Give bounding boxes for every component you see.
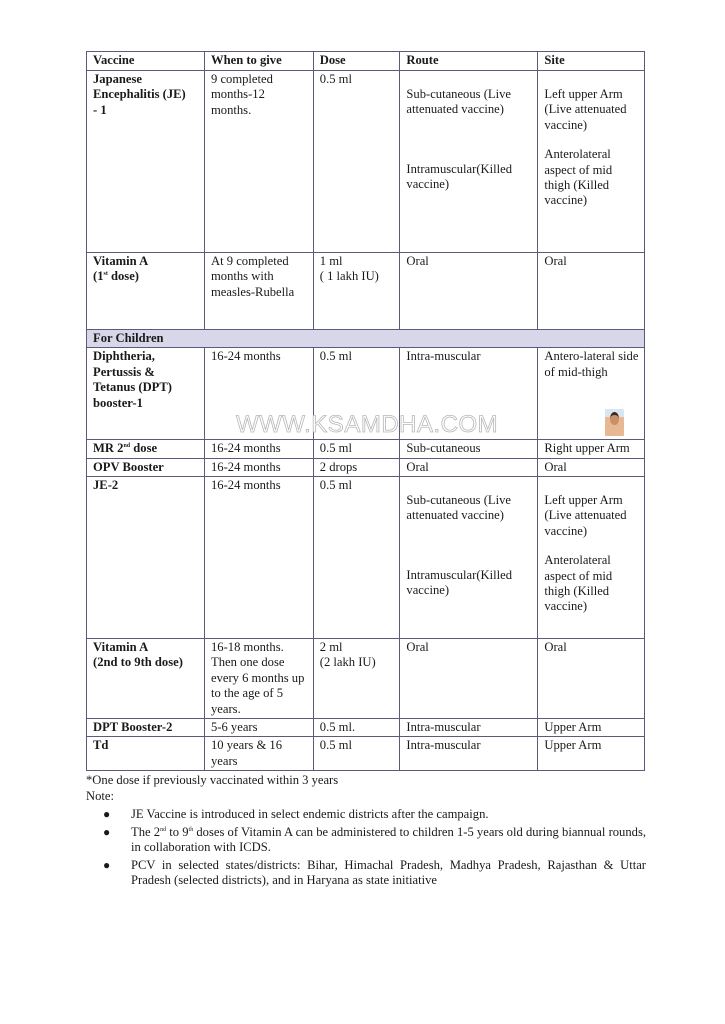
vaccine-cell: DPT Booster-2 — [87, 718, 205, 736]
note-text: to 9 — [166, 824, 189, 839]
site-cell — [538, 476, 645, 638]
superscript: nd — [123, 442, 131, 449]
dose-line: 2 ml — [319, 639, 343, 654]
table-row — [87, 348, 645, 440]
route-cell — [400, 71, 538, 253]
when-cell: 16-24 months — [205, 476, 314, 638]
when-cell: 9 completed months-12 months. — [205, 71, 314, 253]
dose-cell — [313, 253, 400, 330]
vaccine-name-line: Encephalitis (JE) — [93, 87, 186, 102]
table-header-row — [87, 52, 645, 71]
dose-cell — [313, 638, 400, 718]
table-row — [87, 458, 645, 476]
vaccine-cell: OPV Booster — [87, 458, 205, 476]
note-item — [103, 807, 646, 823]
table-row — [87, 718, 645, 736]
vaccine-name-part: MR 2 — [93, 441, 124, 456]
when-cell: 5-6 years — [205, 718, 314, 736]
avatar-photo — [605, 409, 624, 436]
dose-text: 0.5 ml — [319, 349, 352, 364]
site-cell: Oral — [538, 253, 645, 330]
note-text: doses of Vitamin A can be administered to children 1-5 years old during biannual rounds, in collaboration with ICDS. — [131, 824, 647, 855]
dose-line: ( 1 lakh IU) — [319, 269, 379, 284]
vaccine-name-line: (2nd to 9th dose) — [93, 655, 183, 670]
route-killed: Intramuscular(Killed vaccine) — [406, 161, 513, 192]
route-cell: Intra-muscular — [400, 718, 538, 736]
site-cell: Right upper Arm — [538, 440, 645, 458]
route-cell: Sub-cutaneous — [400, 440, 538, 458]
watermark: WWW.KSAMDHA.COM — [236, 410, 499, 438]
site-live: Left upper Arm (Live attenuated vaccine) — [544, 87, 627, 132]
vaccine-cell — [87, 440, 205, 458]
dose-cell: 0.5 ml — [313, 71, 400, 253]
site-cell: Oral — [538, 638, 645, 718]
vaccine-name-part: (1 — [93, 269, 104, 284]
dose-line: 1 ml — [319, 254, 343, 268]
vaccine-name-line: - 1 — [93, 102, 107, 117]
site-text: Antero-lateral side of mid-thigh — [544, 349, 639, 379]
note-text: JE Vaccine is introduced in select endemic districts after the campaign. — [131, 807, 489, 822]
when-cell: 16-24 months — [205, 458, 314, 476]
bullet-icon: ● — [103, 824, 111, 839]
superscript: nd — [160, 826, 167, 833]
dose-cell: 0.5 ml — [313, 476, 400, 638]
header-site: Site — [538, 52, 645, 71]
superscript: th — [188, 826, 194, 833]
dose-cell: 0.5 ml — [313, 440, 400, 458]
header-route: Route — [400, 52, 538, 71]
vaccine-cell: Td — [87, 737, 205, 771]
photo-spacer — [544, 380, 639, 438]
route-live: Sub-cutaneous (Live attenuated vaccine) — [406, 87, 511, 117]
table-row — [87, 737, 645, 771]
route-killed: Intramuscular(Killed vaccine) — [406, 567, 513, 598]
site-killed: Anterolateral aspect of mid thigh (Killed vaccine) — [544, 553, 613, 614]
footnote: *One dose if previously vaccinated within 3 years — [86, 773, 339, 788]
table-row — [87, 440, 645, 458]
vaccine-name-line: Vitamin A — [93, 254, 149, 268]
site-live: Left upper Arm (Live attenuated vaccine) — [544, 492, 627, 538]
superscript: st — [103, 271, 108, 278]
note-item — [103, 824, 647, 856]
section-row — [87, 330, 645, 348]
site-killed: Anterolateral aspect of mid thigh (Killed vaccine) — [544, 147, 613, 208]
route-cell: Oral — [400, 638, 538, 718]
immunization-schedule-table — [86, 51, 645, 771]
site-cell: Upper Arm — [538, 718, 645, 736]
table-row — [87, 253, 645, 330]
vaccine-name-line: Vitamin A — [93, 639, 149, 654]
header-when-to-give: When to give — [205, 52, 314, 71]
notes-list — [86, 807, 646, 889]
note-item — [103, 857, 646, 889]
notes-section — [86, 773, 646, 889]
site-cell — [538, 71, 645, 253]
route-cell: Intra-muscular — [400, 737, 538, 771]
vaccine-cell — [87, 348, 205, 440]
vaccine-cell: JE-2 — [87, 476, 205, 638]
bullet-icon: ● — [103, 807, 111, 822]
vaccine-name-part: dose) — [107, 269, 139, 284]
note-text: The 2 — [131, 824, 161, 839]
dose-line: (2 lakh IU) — [319, 655, 376, 670]
vaccine-name-line: Japanese — [93, 72, 142, 86]
vaccine-cell — [87, 71, 205, 253]
site-cell — [538, 348, 645, 440]
dose-cell — [313, 348, 400, 440]
section-label: For Children — [87, 330, 645, 348]
when-text: 16-24 months — [211, 349, 281, 364]
vaccine-cell — [87, 253, 205, 330]
route-cell — [400, 348, 538, 440]
vaccine-name: Diphtheria, Pertussis & Tetanus (DPT) booster-1 — [93, 349, 172, 410]
when-cell: 16-24 months — [205, 440, 314, 458]
when-cell: 16-18 months. Then one dose every 6 months up to the age of 5 years. — [205, 638, 314, 718]
note-text: PCV in selected states/districts: Bihar, Himachal Pradesh, Madhya Pradesh, Rajasthan & Uttar Pradesh (selected districts), and in Haryana as state initiative — [131, 857, 646, 888]
when-cell: At 9 completed months with measles-Rubella — [205, 253, 314, 330]
route-cell: Oral — [400, 458, 538, 476]
route-live: Sub-cutaneous (Live attenuated vaccine) — [406, 492, 511, 523]
note-label: Note: — [86, 788, 114, 803]
dose-cell: 0.5 ml — [313, 737, 400, 771]
route-cell: Oral — [400, 253, 538, 330]
route-text: Intra-muscular — [406, 349, 481, 364]
table-row — [87, 476, 645, 638]
when-cell: 10 years & 16 years — [205, 737, 314, 771]
vaccine-name-part: dose — [130, 441, 158, 456]
bullet-icon: ● — [103, 857, 111, 872]
site-cell: Upper Arm — [538, 737, 645, 771]
dose-cell: 2 drops — [313, 458, 400, 476]
table-row — [87, 71, 645, 253]
dose-cell: 0.5 ml. — [313, 718, 400, 736]
route-cell — [400, 476, 538, 638]
when-cell — [205, 348, 314, 440]
table-row — [87, 638, 645, 718]
vaccine-cell — [87, 638, 205, 718]
avatar-head — [610, 412, 619, 425]
header-dose: Dose — [313, 52, 400, 71]
header-vaccine: Vaccine — [87, 52, 205, 71]
site-cell: Oral — [538, 458, 645, 476]
